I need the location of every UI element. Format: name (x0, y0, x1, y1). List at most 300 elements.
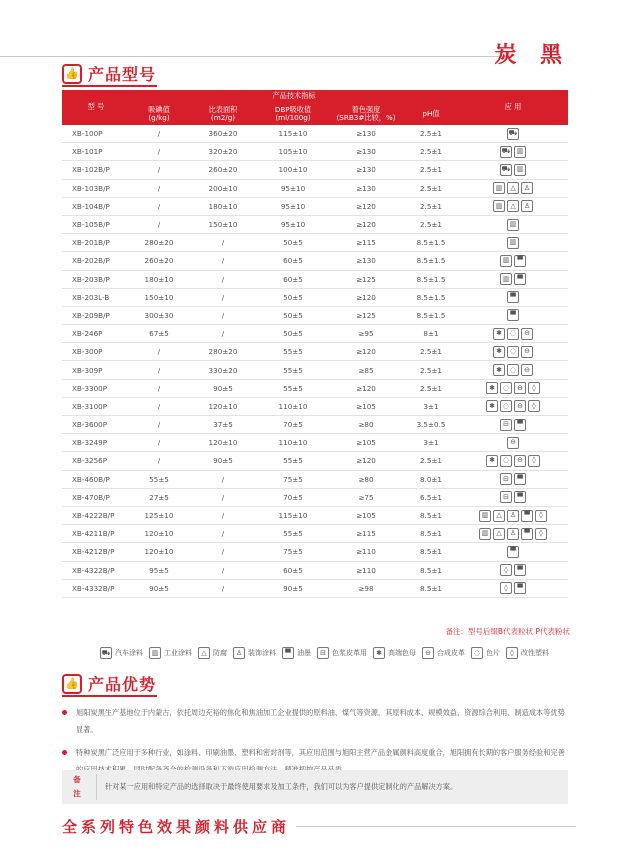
cell-model: XB-203L-B (62, 288, 130, 306)
cell-ph: 2.5±1 (404, 125, 458, 143)
cell-tint: ≥130 (328, 179, 404, 197)
cell-applications (458, 379, 568, 397)
cell-iodine: / (130, 416, 188, 434)
cell-iodine: 260±20 (130, 252, 188, 270)
anticorrosion-icon: △ (493, 510, 505, 522)
plastic-icon: ◊ (528, 400, 540, 412)
header-tech-specs: 产品技术指标 (130, 90, 458, 103)
cell-iodine: 95±5 (130, 561, 188, 579)
cell-applications (458, 125, 568, 143)
legend-item (317, 647, 367, 659)
legend-item (198, 647, 227, 659)
remark-box (62, 770, 568, 804)
cell-ph: 2.5±1 (404, 161, 458, 179)
cell-surface: 360±20 (188, 125, 258, 143)
ink-icon: ▀ (514, 273, 526, 285)
cell-model: XB-100P (62, 125, 130, 143)
legend-label: 色片 (486, 649, 500, 657)
ink-icon: ▀ (521, 528, 533, 540)
plastic-icon: ◊ (528, 455, 540, 467)
ink-icon: ▀ (521, 510, 533, 522)
product-spec-table (62, 90, 568, 598)
cell-dbp: 110±10 (258, 397, 328, 415)
legend-label: 汽车涂料 (115, 649, 143, 657)
cell-tint: ≥80 (328, 416, 404, 434)
cell-applications (458, 416, 568, 434)
cell-iodine: / (130, 343, 188, 361)
cell-applications (458, 361, 568, 379)
anticorrosion-icon: △ (198, 647, 210, 659)
legend-label: 高端色母 (388, 649, 416, 657)
ink-icon: ▀ (514, 255, 526, 267)
cell-model: XB-209B/P (62, 306, 130, 324)
cell-iodine: 90±5 (130, 579, 188, 597)
masterbatch-icon: ✱ (486, 455, 498, 467)
cell-applications (458, 179, 568, 197)
legend-item (233, 647, 276, 659)
masterbatch-icon: ✱ (493, 346, 505, 358)
plastic-icon: ◊ (506, 647, 518, 659)
cell-model: XB-309P (62, 361, 130, 379)
cell-dbp: 105±10 (258, 143, 328, 161)
plastic-icon: ◊ (528, 382, 540, 394)
anticorrosion-icon: △ (507, 200, 519, 212)
cell-iodine: / (130, 143, 188, 161)
cell-ph: 8.5±1 (404, 525, 458, 543)
chip-icon: ◌ (507, 328, 519, 340)
cell-tint: ≥130 (328, 252, 404, 270)
cell-model: XB-300P (62, 343, 130, 361)
header-tint: 着色强度 (SRB3#比较，%) (328, 103, 404, 125)
cell-dbp: 60±5 (258, 270, 328, 288)
industrial-icon: ▥ (493, 200, 505, 212)
cell-tint: ≥80 (328, 470, 404, 488)
plastic-icon: ◊ (535, 528, 547, 540)
cell-applications (458, 325, 568, 343)
cell-surface: 120±10 (188, 434, 258, 452)
decorative-icon: ♙ (521, 200, 533, 212)
masterbatch-icon: ✱ (493, 364, 505, 376)
table-row (62, 470, 568, 488)
ink-icon: ▀ (514, 491, 526, 503)
table-row (62, 434, 568, 452)
cell-surface: 90±5 (188, 452, 258, 470)
colorleather-icon: ⊟ (317, 647, 329, 659)
cell-tint: ≥120 (328, 215, 404, 233)
cell-iodine: 67±5 (130, 325, 188, 343)
cell-tint: ≥105 (328, 397, 404, 415)
table-row (62, 343, 568, 361)
cell-dbp: 70±5 (258, 416, 328, 434)
cell-model: XB-4222B/P (62, 506, 130, 524)
cell-tint: ≥115 (328, 525, 404, 543)
cell-tint: ≥120 (328, 288, 404, 306)
table-row (62, 215, 568, 233)
cell-applications (458, 252, 568, 270)
table-row (62, 397, 568, 415)
cell-applications (458, 215, 568, 233)
cell-dbp: 110±10 (258, 434, 328, 452)
legend-label: 改性塑料 (521, 649, 549, 657)
cell-tint: ≥110 (328, 543, 404, 561)
cell-ph: 2.5±1 (404, 361, 458, 379)
legend-label: 油墨 (297, 649, 311, 657)
leather-icon: ⊖ (521, 364, 533, 376)
leather-icon: ⊖ (514, 455, 526, 467)
cell-model: XB-103B/P (62, 179, 130, 197)
table-note: 备注：型号后缀B代表粒状 P代表粉状 (445, 627, 570, 636)
chip-icon: ◌ (471, 647, 483, 659)
table-row (62, 416, 568, 434)
cell-applications (458, 452, 568, 470)
table-row (62, 179, 568, 197)
cell-tint: ≥130 (328, 161, 404, 179)
legend-label: 合成皮革 (437, 649, 465, 657)
cell-tint: ≥105 (328, 506, 404, 524)
masterbatch-icon: ✱ (493, 328, 505, 340)
cell-applications (458, 343, 568, 361)
cell-surface: 330±20 (188, 361, 258, 379)
cell-tint: ≥110 (328, 561, 404, 579)
cell-ph: 2.5±1 (404, 343, 458, 361)
cell-surface: 37±5 (188, 416, 258, 434)
cell-model: XB-203B/P (62, 270, 130, 288)
cell-dbp: 70±5 (258, 488, 328, 506)
masterbatch-icon: ✱ (486, 400, 498, 412)
cell-applications (458, 270, 568, 288)
leather-icon: ⊖ (514, 400, 526, 412)
cell-tint: ≥120 (328, 343, 404, 361)
cell-iodine: 150±10 (130, 288, 188, 306)
ink-icon: ▀ (507, 546, 519, 558)
plastic-icon: ◊ (535, 510, 547, 522)
cell-dbp: 75±5 (258, 543, 328, 561)
cell-model: XB-3249P (62, 434, 130, 452)
cell-model: XB-102B/P (62, 161, 130, 179)
footer-slogan: 全系列特色效果颜料供应商 (62, 818, 291, 836)
cell-dbp: 75±5 (258, 470, 328, 488)
chip-icon: ◌ (500, 382, 512, 394)
table-row (62, 579, 568, 597)
cell-iodine: / (130, 397, 188, 415)
remark-divider (96, 774, 97, 800)
cell-surface: / (188, 306, 258, 324)
cell-tint: ≥120 (328, 197, 404, 215)
cell-dbp: 55±5 (258, 452, 328, 470)
cell-surface: 320±20 (188, 143, 258, 161)
chip-icon: ◌ (500, 400, 512, 412)
cell-iodine: / (130, 179, 188, 197)
footer (62, 816, 576, 837)
leather-icon: ⊖ (514, 382, 526, 394)
header-divider (0, 56, 510, 57)
cell-ph: 6.5±1 (404, 488, 458, 506)
anticorrosion-icon: △ (507, 182, 519, 194)
cell-surface: / (188, 470, 258, 488)
cell-ph: 8±1 (404, 325, 458, 343)
industrial-icon: ▥ (514, 146, 526, 158)
cell-surface: / (188, 525, 258, 543)
cell-applications (458, 434, 568, 452)
cell-ph: 8.5±1 (404, 561, 458, 579)
cell-ph: 8.5±1 (404, 506, 458, 524)
advantage-item (62, 704, 568, 738)
industrial-icon: ▥ (149, 647, 161, 659)
application-legend (100, 647, 549, 659)
section-underline (62, 695, 157, 697)
cell-applications (458, 470, 568, 488)
cell-ph: 2.5±1 (404, 179, 458, 197)
remark-label: 备 注 (73, 775, 81, 798)
cell-surface: 280±20 (188, 343, 258, 361)
cell-model: XB-3100P (62, 397, 130, 415)
legend-item (282, 647, 311, 659)
legend-item (373, 647, 416, 659)
section-title-advantages: 产品优势 (88, 675, 157, 694)
header-model: 型 号 (62, 90, 130, 125)
cell-model: XB-4212B/P (62, 543, 130, 561)
cell-model: XB-470B/P (62, 488, 130, 506)
cell-iodine: 125±10 (130, 506, 188, 524)
ink-icon: ▀ (507, 309, 519, 321)
cell-dbp: 115±10 (258, 125, 328, 143)
cell-surface: / (188, 252, 258, 270)
cell-tint: ≥130 (328, 143, 404, 161)
ink-icon: ▀ (507, 291, 519, 303)
industrial-icon: ▥ (507, 219, 519, 231)
table-row (62, 306, 568, 324)
cell-surface: / (188, 543, 258, 561)
cell-applications (458, 234, 568, 252)
cell-surface: / (188, 561, 258, 579)
cell-model: XB-104B/P (62, 197, 130, 215)
bullet-dot (62, 710, 67, 715)
cell-dbp: 95±10 (258, 197, 328, 215)
cell-applications (458, 306, 568, 324)
cell-tint: ≥115 (328, 234, 404, 252)
cell-applications (458, 143, 568, 161)
table-row (62, 488, 568, 506)
cell-ph: 3±1 (404, 434, 458, 452)
cell-ph: 2.5±1 (404, 452, 458, 470)
cell-surface: / (188, 270, 258, 288)
leather-icon: ⊖ (521, 328, 533, 340)
cell-tint: ≥105 (328, 434, 404, 452)
cell-surface: / (188, 579, 258, 597)
car-icon: ⛟ (500, 146, 512, 158)
legend-label: 装饰涂料 (248, 649, 276, 657)
cell-tint: ≥125 (328, 270, 404, 288)
cell-surface: / (188, 325, 258, 343)
cell-model: XB-105B/P (62, 215, 130, 233)
cell-iodine: 120±10 (130, 543, 188, 561)
cell-surface: / (188, 506, 258, 524)
cell-iodine: 280±20 (130, 234, 188, 252)
table-row (62, 125, 568, 143)
cell-model: XB-246P (62, 325, 130, 343)
cell-ph: 8.5±1 (404, 579, 458, 597)
table-row (62, 143, 568, 161)
cell-ph: 2.5±1 (404, 215, 458, 233)
header-ph: pH值 (404, 103, 458, 125)
cell-tint: ≥98 (328, 579, 404, 597)
cell-surface: 200±10 (188, 179, 258, 197)
cell-dbp: 90±5 (258, 579, 328, 597)
leather-icon: ⊖ (507, 437, 519, 449)
cell-ph: 2.5±1 (404, 197, 458, 215)
header-dbp: DBP吸收值 (ml/100g) (258, 103, 328, 125)
cell-iodine: / (130, 379, 188, 397)
advantage-text: 旭阳炭黑生产基地位于内蒙古，依托周边充裕的焦化和焦油加工企业提供的原料油、煤气等资源，其原料成本、规模效益、资源综合利用、制造成本等优势显著。 (76, 708, 565, 734)
masterbatch-icon: ✱ (486, 382, 498, 394)
cell-iodine: / (130, 125, 188, 143)
cell-tint: ≥125 (328, 306, 404, 324)
industrial-icon: ▥ (500, 273, 512, 285)
cell-dbp: 60±5 (258, 561, 328, 579)
legend-item (149, 647, 192, 659)
colorleather-icon: ⊟ (500, 491, 512, 503)
cell-iodine: 27±5 (130, 488, 188, 506)
masterbatch-icon: ✱ (373, 647, 385, 659)
table-row (62, 252, 568, 270)
cell-dbp: 50±5 (258, 325, 328, 343)
cell-surface: 90±5 (188, 379, 258, 397)
cell-iodine: / (130, 361, 188, 379)
car-icon: ⛟ (507, 128, 519, 140)
decorative-icon: ♙ (521, 182, 533, 194)
table-row (62, 197, 568, 215)
cell-surface: 150±10 (188, 215, 258, 233)
cell-model: XB-201B/P (62, 234, 130, 252)
table-row (62, 452, 568, 470)
cell-applications (458, 543, 568, 561)
table-row (62, 288, 568, 306)
cell-applications (458, 579, 568, 597)
cell-applications (458, 488, 568, 506)
cell-model: XB-3300P (62, 379, 130, 397)
header-surface: 比表面积 (m2/g) (188, 103, 258, 125)
section-header-advantages (62, 672, 156, 695)
cell-iodine: 120±10 (130, 525, 188, 543)
anticorrosion-icon: △ (493, 528, 505, 540)
cell-tint: ≥75 (328, 488, 404, 506)
cell-iodine: 180±10 (130, 270, 188, 288)
cell-ph: 8.5±1.5 (404, 270, 458, 288)
cell-surface: 180±10 (188, 197, 258, 215)
cell-ph: 8.5±1.5 (404, 306, 458, 324)
ink-icon: ▀ (282, 647, 294, 659)
section-title-models: 产品型号 (88, 65, 157, 84)
colorleather-icon: ⊟ (500, 473, 512, 485)
cell-applications (458, 506, 568, 524)
industrial-icon: ▥ (514, 164, 526, 176)
cell-dbp: 60±5 (258, 252, 328, 270)
advantage-text: 特种炭黑广泛应用于多种行业，如涂料、印刷油墨、塑料和密封剂等，其应用范围与旭阳主营产品金属颜料高度重合，旭阳拥有长期的客户服务经验和完善 (76, 748, 565, 757)
car-icon: ⛟ (500, 164, 512, 176)
cell-iodine: / (130, 197, 188, 215)
plastic-icon: ◊ (500, 582, 512, 594)
legend-label: 工业涂料 (164, 649, 192, 657)
header-iodine: 吸碘值 (g/kg) (130, 103, 188, 125)
table-row (62, 561, 568, 579)
cell-surface: 120±10 (188, 397, 258, 415)
cell-iodine: / (130, 215, 188, 233)
cell-dbp: 115±10 (258, 506, 328, 524)
bullet-dot (62, 750, 67, 755)
decorative-icon: ♙ (507, 528, 519, 540)
cell-tint: ≥120 (328, 452, 404, 470)
cell-tint: ≥95 (328, 325, 404, 343)
industrial-icon: ▥ (507, 237, 519, 249)
table-row (62, 270, 568, 288)
legend-label: 防腐 (213, 649, 227, 657)
industrial-icon: ▥ (500, 255, 512, 267)
cell-applications (458, 525, 568, 543)
section-header-models (62, 62, 156, 85)
industrial-icon: ▥ (479, 510, 491, 522)
cell-applications (458, 561, 568, 579)
ink-icon: ▀ (514, 582, 526, 594)
cell-dbp: 55±5 (258, 525, 328, 543)
cell-dbp: 95±10 (258, 179, 328, 197)
cell-ph: 3±1 (404, 397, 458, 415)
cell-tint: ≥120 (328, 379, 404, 397)
cell-applications (458, 197, 568, 215)
table-row (62, 161, 568, 179)
leather-icon: ⊖ (422, 647, 434, 659)
table-row (62, 379, 568, 397)
ink-icon: ▀ (514, 419, 526, 431)
cell-surface: / (188, 234, 258, 252)
cell-model: XB-3600P (62, 416, 130, 434)
table-row (62, 506, 568, 524)
cell-iodine: / (130, 452, 188, 470)
decorative-icon: ♙ (233, 647, 245, 659)
cell-dbp: 55±5 (258, 343, 328, 361)
plastic-icon: ◊ (500, 564, 512, 576)
cell-ph: 8.5±1 (404, 543, 458, 561)
thumbs-up-icon: 👍 (62, 64, 82, 84)
cell-ph: 2.5±1 (404, 143, 458, 161)
table-row (62, 325, 568, 343)
cell-dbp: 50±5 (258, 288, 328, 306)
cell-tint: ≥85 (328, 361, 404, 379)
chip-icon: ◌ (500, 455, 512, 467)
cell-model: XB-4322B/P (62, 561, 130, 579)
chip-icon: ◌ (507, 364, 519, 376)
table-row (62, 525, 568, 543)
cell-dbp: 95±10 (258, 215, 328, 233)
header-application: 应 用 (458, 90, 568, 125)
ink-icon: ▀ (514, 473, 526, 485)
cell-model: XB-202B/P (62, 252, 130, 270)
cell-dbp: 55±5 (258, 379, 328, 397)
cell-surface: / (188, 488, 258, 506)
cell-iodine: 55±5 (130, 470, 188, 488)
cell-model: XB-4332B/P (62, 579, 130, 597)
table-row (62, 234, 568, 252)
cell-ph: 3.5±0.5 (404, 416, 458, 434)
cell-ph: 8.5±1.5 (404, 252, 458, 270)
legend-item (471, 647, 500, 659)
section-underline (62, 85, 157, 87)
leather-icon: ⊖ (521, 346, 533, 358)
cell-applications (458, 161, 568, 179)
cell-surface: / (188, 288, 258, 306)
cell-iodine: / (130, 434, 188, 452)
industrial-icon: ▥ (493, 182, 505, 194)
cell-ph: 8.5±1.5 (404, 234, 458, 252)
